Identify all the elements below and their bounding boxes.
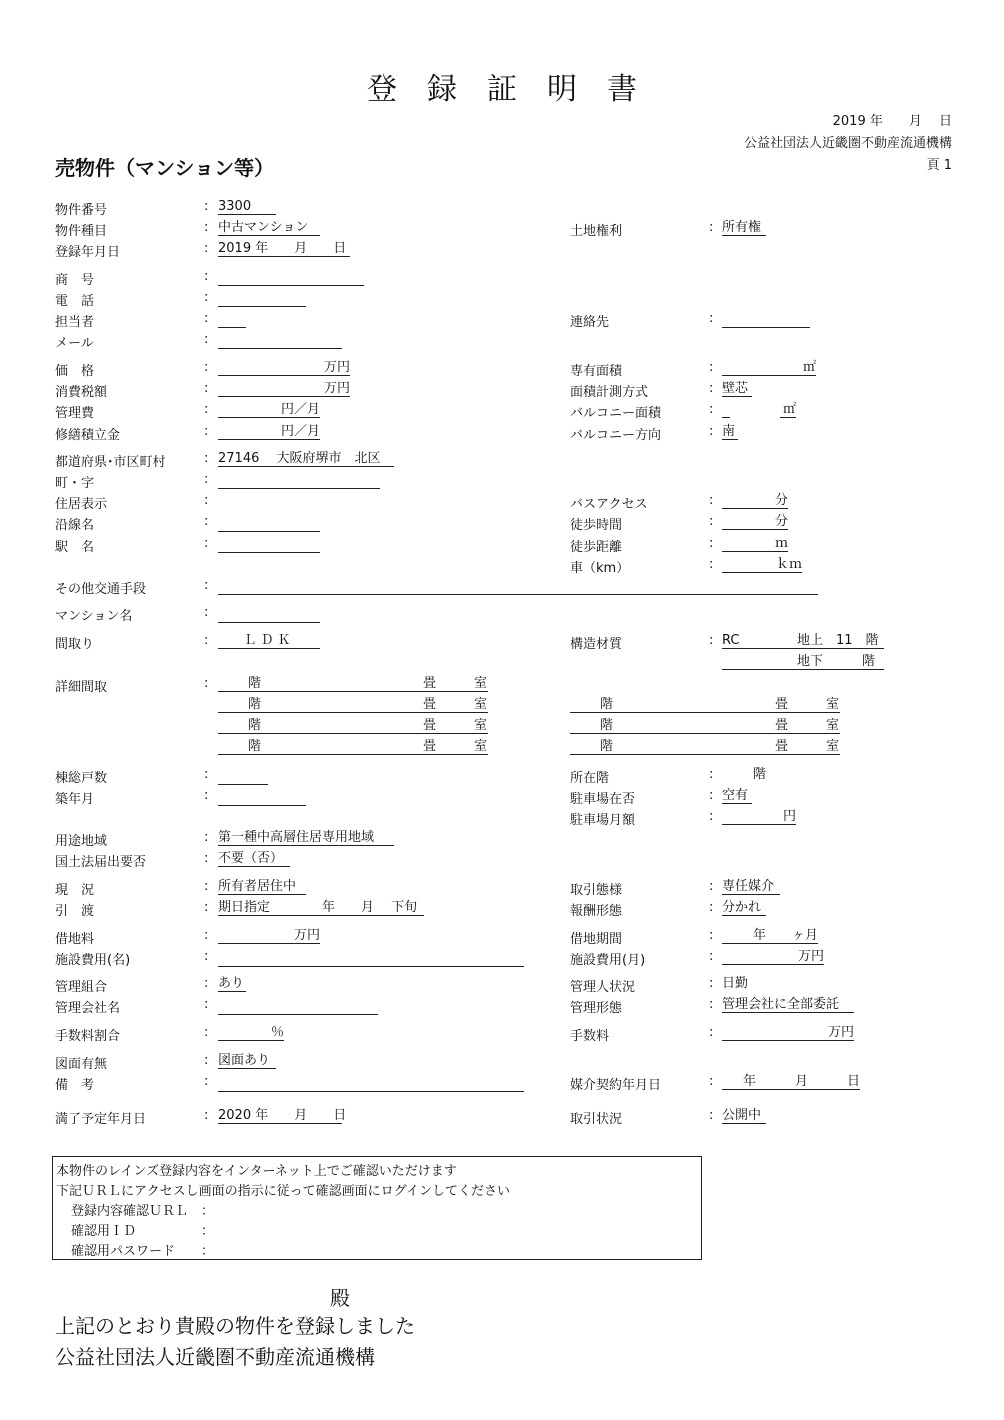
field-label: バルコニー面積 (570, 406, 662, 421)
field-value (218, 790, 306, 806)
field-value: 公開中 (722, 1108, 766, 1124)
field-label: 電 話 (55, 294, 95, 309)
field-label: 報酬形態 (570, 904, 623, 919)
field-value: 年 月 日 (722, 1074, 860, 1090)
field-label: 沿線名 (55, 518, 95, 533)
field-value: 3300 (218, 199, 276, 215)
field-label: 土地権利 (570, 224, 623, 239)
field-value (218, 769, 268, 785)
field-value: 第一種中高層住居専用地域 (218, 830, 394, 846)
field-value (218, 1076, 524, 1092)
field-unit: ｋｍ (722, 557, 802, 573)
field-label: 住居表示 (55, 497, 108, 512)
field-label: バルコニー方向 (570, 428, 662, 443)
madori-row: 階 畳 室 (570, 697, 840, 713)
field-unit: 円／月 (218, 424, 320, 440)
field-label: 築年月 (55, 792, 95, 807)
field-label: 図面有無 (55, 1057, 108, 1072)
field-label: 国土法届出要否 (55, 855, 147, 870)
field-value (218, 270, 364, 286)
confirmation-url-label: 登録内容確認ＵＲＬ ： (71, 1204, 215, 1219)
field-label: 面積計測方式 (570, 385, 649, 400)
field-label: 登録年月日 (55, 245, 121, 260)
field-label: 管理会社名 (55, 1001, 121, 1016)
field-label: 町・字 (55, 476, 95, 491)
field-value (218, 951, 524, 967)
floors-below: 地下 階 (797, 654, 876, 669)
field-value (218, 579, 818, 595)
field-label: 管理組合 (55, 980, 108, 995)
field-label: 駐車場月額 (570, 813, 636, 828)
field-unit: 円 (722, 809, 796, 825)
field-value: 管理会社に全部委託 (722, 997, 854, 1013)
madori-row: 階 畳 室 (218, 739, 488, 755)
field-value: 空有 (722, 788, 752, 804)
field-unit: 万円 (218, 928, 320, 944)
field-value: 日勤 (722, 976, 749, 991)
recipient-honorific: 殿 (330, 1286, 350, 1310)
registration-message: 上記のとおり貴殿の物件を登録しました (55, 1314, 415, 1338)
field-label: 借地料 (55, 932, 95, 947)
field-value (218, 537, 320, 553)
footer-organization: 公益社団法人近畿圏不動産流通機構 (55, 1345, 375, 1369)
field-value (218, 473, 380, 489)
field-unit: 分 (722, 514, 788, 530)
field-value: 期日指定 年 月 下旬 (218, 900, 424, 916)
field-unit: 万円 (218, 381, 350, 397)
field-label: 商 号 (55, 273, 95, 288)
floors-above: 地上 11 階 (797, 633, 879, 648)
field-label: 管理人状況 (570, 980, 636, 995)
field-unit: 万円 (218, 360, 350, 376)
field-label: 消費税額 (55, 385, 108, 400)
field-label: バスアクセス (570, 497, 648, 512)
field-label: 間取り (55, 637, 95, 652)
field-value: 所有者居住中 (218, 879, 306, 895)
field-label: 専有面積 (570, 364, 623, 379)
field-value (218, 516, 320, 532)
field-label: 所在階 (570, 771, 610, 786)
field-label: 借地期間 (570, 932, 623, 947)
field-label: 施設費用(名) (55, 953, 131, 968)
issue-date: 2019 年 月 日 (832, 114, 952, 129)
field-value (722, 312, 810, 328)
madori-row: 階 畳 室 (218, 676, 488, 692)
field-label: 構造材質 (570, 637, 623, 652)
field-label: 引 渡 (55, 904, 95, 919)
field-unit: 分 (722, 493, 788, 509)
field-value: あり (218, 976, 245, 991)
field-value: 南 (722, 424, 738, 440)
confirmation-password-label: 確認用パスワード ： (71, 1244, 215, 1259)
field-label: 備 考 (55, 1078, 95, 1093)
field-unit: 階 (752, 767, 766, 782)
field-label: 修繕積立金 (55, 428, 121, 443)
madori-row: 階 畳 室 (570, 718, 840, 734)
field-label: 管理形態 (570, 1001, 623, 1016)
field-unit: 万円 (722, 949, 824, 965)
confirmation-id-label: 確認用ＩＤ ： (71, 1224, 215, 1239)
field-label: 駐車場在否 (570, 792, 636, 807)
madori-row: 階 畳 室 (218, 697, 488, 713)
field-value: 壁芯 (722, 381, 752, 397)
field-label: 駅 名 (55, 540, 95, 555)
field-value: 分かれ (722, 900, 766, 916)
field-label: 車（km） (570, 561, 630, 576)
field-value: 年 ヶ月 (722, 928, 818, 944)
madori-row: 階 畳 室 (570, 739, 840, 755)
notice-line-2: 下記ＵＲＬにアクセスし画面の指示に従って確認画面にログインしてください (56, 1184, 510, 1199)
field-label: 担当者 (55, 315, 95, 330)
field-label: 価 格 (55, 364, 95, 379)
field-unit: ％ (218, 1025, 284, 1041)
field-value (218, 333, 342, 349)
field-value (722, 633, 884, 649)
field-value: 中古マンション (218, 220, 320, 236)
field-label: 媒介契約年月日 (570, 1078, 662, 1093)
field-value (722, 654, 884, 670)
field-label: 用途地域 (55, 834, 108, 849)
field-label: 取引態様 (570, 883, 623, 898)
page-number: 頁 1 (926, 158, 952, 173)
field-unit: 万円 (722, 1025, 854, 1041)
field-label: 取引状況 (570, 1112, 623, 1127)
field-label: メール (55, 336, 94, 351)
field-value (218, 291, 306, 307)
field-value: 2019 年 月 日 (218, 241, 350, 257)
field-value (218, 607, 320, 623)
madori-row: 階 畳 室 (218, 718, 488, 734)
field-label: マンション名 (55, 609, 133, 624)
field-label: 都道府県･市区町村 (55, 455, 166, 470)
field-label: 詳細間取 (55, 680, 108, 695)
field-label: 現 況 (55, 883, 95, 898)
section-title: 売物件（マンション等） (55, 156, 275, 180)
field-label: 満了予定年月日 (55, 1112, 147, 1127)
field-value: 不要（否） (218, 851, 290, 867)
field-label: 連絡先 (570, 315, 610, 330)
field-value: ＬＤＫ (218, 633, 320, 649)
field-label: 徒歩距離 (570, 540, 623, 555)
field-value: 図面あり (218, 1053, 276, 1069)
field-label: 物件番号 (55, 203, 108, 218)
online-confirmation-box (52, 1156, 702, 1260)
field-unit: ㎡ (722, 360, 816, 376)
field-label: 施設費用(月) (570, 953, 646, 968)
structure-material: RC (722, 633, 740, 648)
field-unit: ㎡ (780, 402, 796, 418)
field-value: 2020 年 月 日 (218, 1108, 347, 1123)
field-label: 棟総戸数 (55, 771, 108, 786)
document-title: 登録証明書 (367, 72, 667, 107)
field-value: 所有権 (722, 220, 766, 236)
field-value (218, 999, 378, 1015)
field-value: 専任媒介 (722, 879, 780, 895)
field-unit: 円／月 (218, 402, 320, 418)
issuer-organization: 公益社団法人近畿圏不動産流通機構 (743, 136, 952, 151)
field-unit: ｍ (722, 536, 788, 552)
field-label: その他交通手段 (55, 582, 147, 597)
notice-line-1: 本物件のレインズ登録内容をインターネット上でご確認いただけます (56, 1164, 457, 1179)
field-value (218, 312, 246, 328)
field-label: 手数料割合 (55, 1029, 121, 1044)
field-label: 徒歩時間 (570, 518, 623, 533)
field-label: 手数料 (570, 1029, 610, 1044)
field-value: 27146 大阪府堺市 北区 (218, 451, 394, 467)
field-label: 物件種目 (55, 224, 108, 239)
field-label: 管理費 (55, 406, 95, 421)
field-value (218, 493, 228, 508)
